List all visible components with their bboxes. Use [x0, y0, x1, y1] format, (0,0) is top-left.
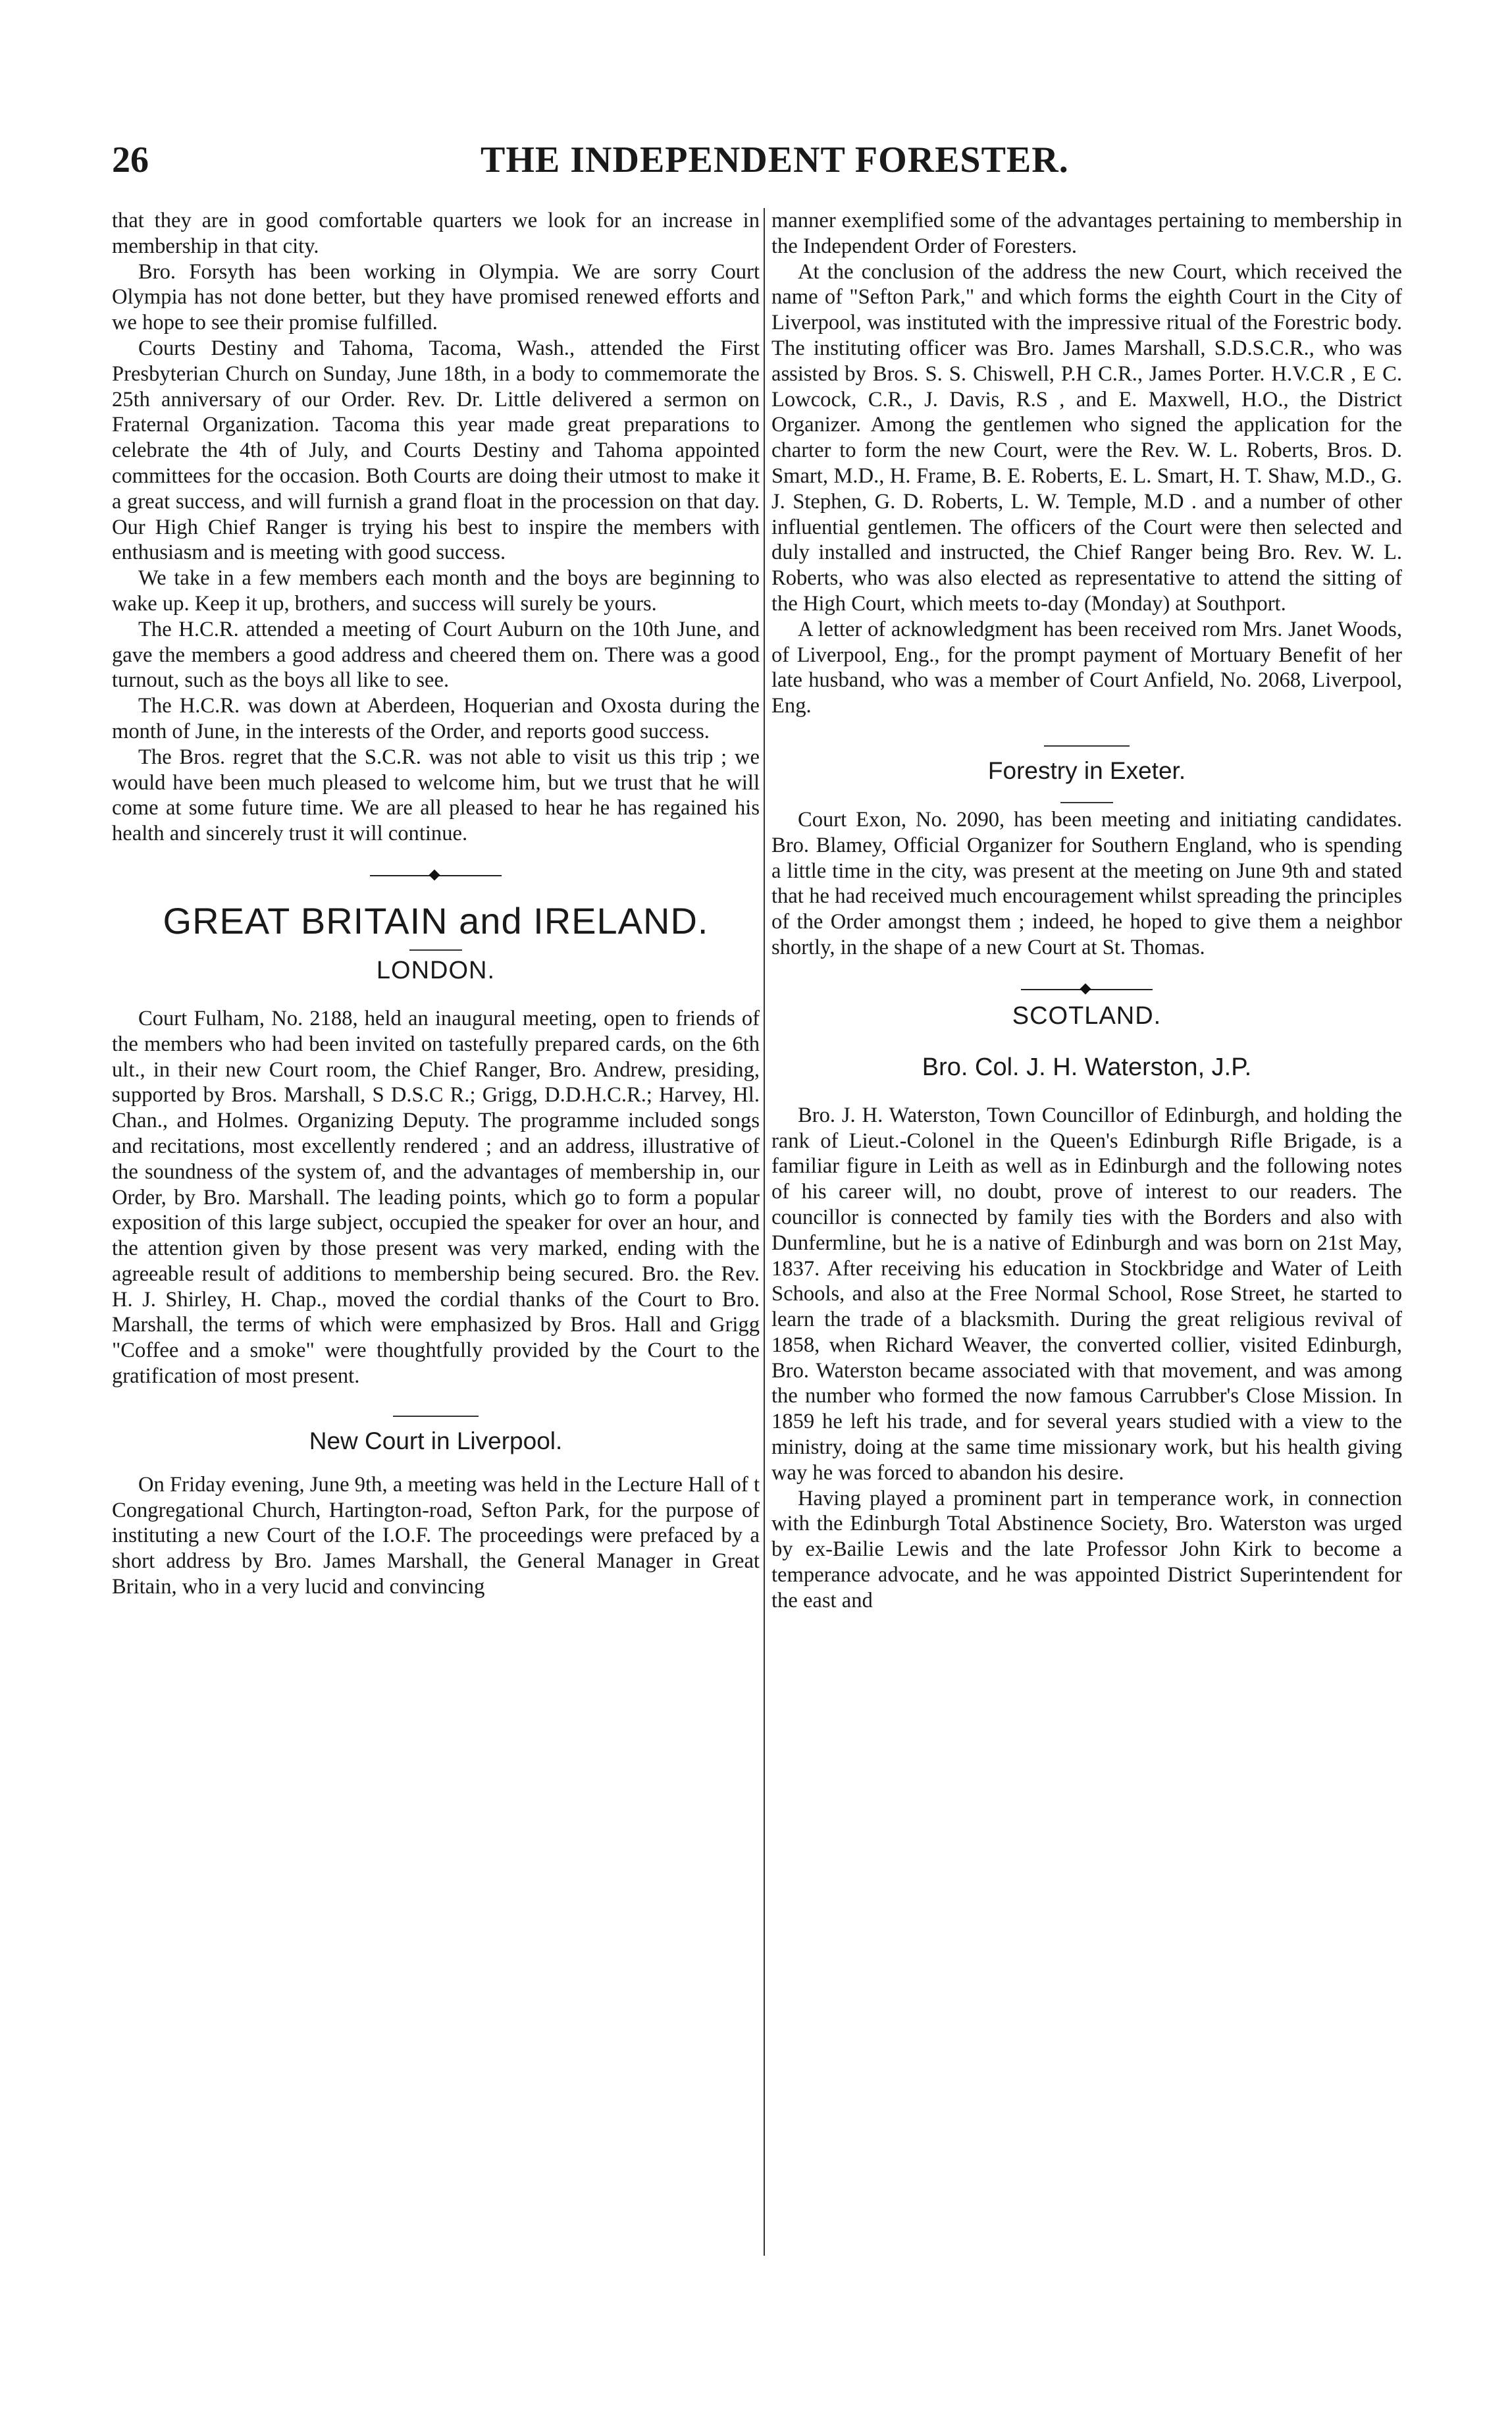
- section-heading-liverpool: New Court in Liverpool.: [309, 1427, 563, 1454]
- article-paragraph: Bro. Forsyth has been working in Olympia. We are sorry Court Olympia has not done better, but they have promised renewed efforts and we hope to see their promise fulfilled.: [112, 259, 760, 335]
- article-paragraph: The H.C.R. attended a meeting of Court Auburn on the 10th June, and gave the members a good address and cheered them on. There was a good turnout, such as the boys all like to see.: [112, 617, 760, 693]
- section-heading-great-britain: GREAT BRITAIN and IRELAND.: [163, 899, 709, 942]
- article-paragraph: A letter of acknowledgment has been received rom Mrs. Janet Woods, of Liverpool, Eng., for the prompt payment of Mortuary Benefit of her late husband, who was a member of Court Anfield, No. 2068, Liverpool, Eng.: [771, 617, 1402, 718]
- article-paragraph: The Bros. regret that the S.C.R. was not able to visit us this trip ; we would have been much pleased to welcome him, but we trust that he will come at some future time. We are all pleased to hear he has regained his health and sincerely trust it will continue.: [112, 745, 760, 846]
- article-paragraph: On Friday evening, June 9th, a meeting was held in the Lecture Hall of t Congregational Church, Hartington-road, Sefton Park, for the purpose of instituting a new Court of the I.O.F. The proceedings were prefaced by a short address by Bro. James Marshall, the General Manager in Great Britain, who in a very lucid and convincing: [112, 1472, 760, 1599]
- section-ornament: [370, 869, 502, 882]
- article-paragraph: We take in a few members each month and the boys are beginning to wake up. Keep it up, brothers, and success will surely be yours.: [112, 566, 760, 616]
- heading-rule: [1060, 802, 1113, 803]
- section-heading-exeter: Forestry in Exeter.: [987, 757, 1186, 784]
- right-column: [771, 208, 1402, 1614]
- section-rule: [1044, 745, 1130, 747]
- section-ornament: [1021, 983, 1153, 996]
- article-paragraph: Having played a prominent part in temperance work, in connection with the Edinburgh Total Abstinence Society, Bro. Waterston was urged by ex-Bailie Lewis and the late Professor John Kirk to become a temperance advocate, and he was appointed District Superintendent for the east and: [771, 1486, 1402, 1612]
- article-paragraph: Bro. J. H. Waterston, Town Councillor of Edinburgh, and holding the rank of Lieut.-Colonel in the Queen's Edinburgh Rifle Brigade, is a familiar figure in Leith as well as in Edinburgh and the following notes of his career will, no doubt, prove of interest to our readers. The councillor is connected by family ties with the Borders and also with Dunfermline, but he is a native of Edinburgh and was born on 21st May, 1837. After receiving his education in Stockbridge and Water of Leith Schools, and also at the Free Normal School, Rose Street, he started to learn the trade of a blacksmith. During the great religious revival of 1858, when Richard Weaver, the converted collier, visited Edinburgh, Bro. Waterston became associated with that movement, and was among the number who formed the now famous Carrubber's Close Mission. In 1859 he left his trade, and for several years studied with a view to the ministry, doing at the same time missionary work, but his health giving way he was forced to abandon his desire.: [771, 1103, 1402, 1485]
- page-header: [112, 137, 1402, 196]
- left-column: [112, 208, 760, 1600]
- article-paragraph: manner exemplified some of the advantages pertaining to membership in the Independent Order of Foresters.: [771, 209, 1402, 258]
- section-heading-waterston: Bro. Col. J. H. Waterston, J.P.: [922, 1053, 1252, 1081]
- column-divider: [764, 208, 765, 2256]
- article-paragraph: that they are in good comfortable quarters we look for an increase in membership in that city.: [112, 209, 760, 258]
- article-paragraph: Court Fulham, No. 2188, held an inaugural meeting, open to friends of the members who had been invited on tastefully prepared cards, on the 6th ult., in their new Court room, the Chief Ranger, Bro. Andrew, presiding, supported by Bros. Marshall, S D.S.C R.; Grigg, D.D.H.C.R.; Harvey, Hl. Chan., and Holmes. Organizing Deputy. The programme included songs and recitations, most excellently rendered ; and an address, illustrative of the soundness of the system of, and the advantages of membership in, our Order, by Bro. Marshall. The leading points, which go to form a popular exposition of this large subject, occupied the speaker for over an hour, and the attention given by those present was very marked, ending with the agreeable result of additions to membership being secured. Bro. the Rev. H. J. Shirley, H. Chap., moved the cordial thanks of the Court to Bro. Marshall, the terms of which were emphasized by Bros. Hall and Grigg "Coffee and a smoke" were thoughtfully provided by the Court to the gratification of most present.: [112, 1006, 760, 1389]
- section-heading-scotland: SCOTLAND.: [1012, 1001, 1162, 1030]
- page-number: 26: [112, 140, 149, 180]
- article-paragraph: The H.C.R. was down at Aberdeen, Hoquerian and Oxosta during the month of June, in the interests of the Order, and reports good success.: [112, 694, 760, 743]
- running-title: THE INDEPENDENT FORESTER.: [481, 140, 1069, 180]
- section-rule: [393, 1416, 479, 1417]
- section-heading-london: LONDON.: [376, 956, 496, 984]
- article-paragraph: Court Exon, No. 2090, has been meeting and initiating candidates. Bro. Blamey, Official Organizer for Southern England, who is spending a little time in the city, was present at the meeting on June 9th and stated that he had received much encouragement whilst spreading the principles of the Order amongst them ; indeed, he hoped to give them a neighbor shortly, in the shape of a new Court at St. Thomas.: [771, 807, 1402, 959]
- article-paragraph: Courts Destiny and Tahoma, Tacoma, Wash., attended the First Presbyterian Church on Sunday, June 18th, in a body to commemorate the 25th anniversary of our Order. Rev. Dr. Little delivered a sermon on Fraternal Organization. Tacoma this year made great preparations to celebrate the 4th of July, and Courts Destiny and Tahoma appointed committees for the occasion. Both Courts are doing their utmost to make it a great success, and will furnish a grand float in the procession on that day. Our High Chief Ranger is trying his best to inspire the members with enthusiasm and is meeting with good success.: [112, 336, 760, 565]
- heading-rule: [409, 949, 462, 951]
- article-paragraph: At the conclusion of the address the new Court, which received the name of "Sefton Park," and which forms the eighth Court in the City of Liverpool, was instituted with the impressive ritual of the Forestric body. The instituting officer was Bro. James Marshall, S.D.S.C.R., who was assisted by Bros. S. S. Chiswell, P.H C.R., James Porter. H.V.C.R , E C. Lowcock, C.R., J. Davis, R.S , and E. Maxwell, H.O., the District Organizer. Among the gentlemen who signed the application for the charter to form the new Court, were the Rev. W. L. Roberts, Bros. D. Smart, M.D., H. Frame, B. E. Roberts, E. L. Smart, H. T. Shaw, M.D., G. J. Stephen, G. D. Roberts, L. W. Temple, M.D . and a number of other influential gentlemen. The officers of the Court were then selected and duly installed and instructed, the Chief Ranger being Bro. Rev. W. L. Roberts, who was also elected as representative to attend the sitting of the High Court, which meets to-day (Monday) at Southport.: [771, 259, 1402, 616]
